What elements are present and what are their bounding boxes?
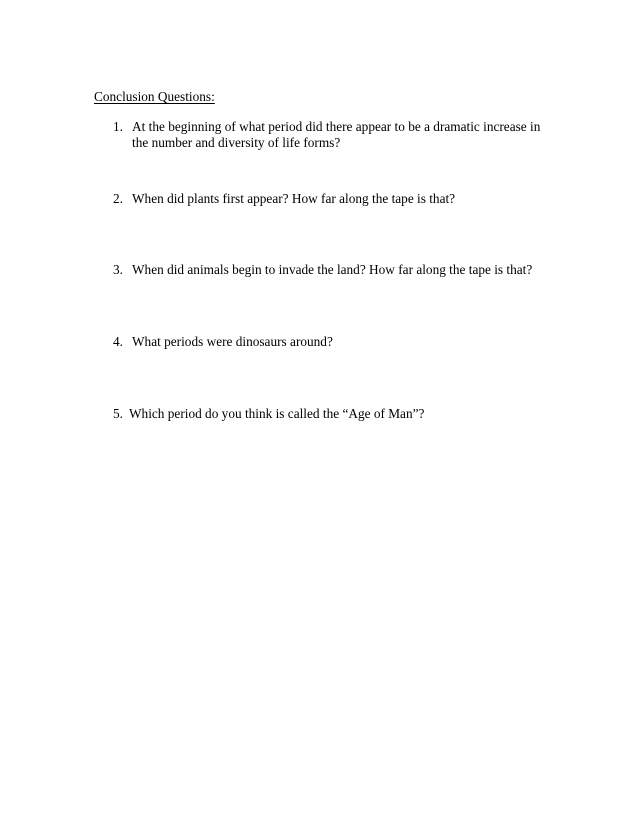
question-text: When did animals begin to invade the land? How far along the tape is that? [132, 262, 533, 277]
section-heading: Conclusion Questions: [94, 89, 215, 104]
question-number: 3. [113, 262, 123, 277]
question-text: What periods were dinosaurs around? [132, 334, 333, 349]
question-number: 4. [113, 334, 123, 349]
question-number: 5. [113, 406, 123, 421]
question-number: 2. [113, 191, 123, 206]
question-text: Which period do you think is called the “Age of Man”? [129, 406, 425, 421]
question-text: When did plants first appear? How far along the tape is that? [132, 191, 456, 206]
question-text: At the beginning of what period did there appear to be a dramatic increase in the number and diversity of life forms? [132, 119, 541, 150]
question-number: 1. [113, 119, 123, 134]
